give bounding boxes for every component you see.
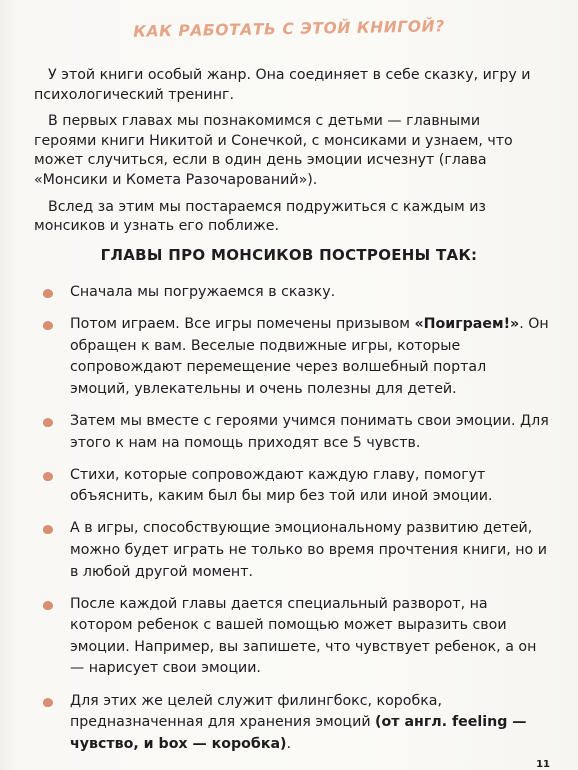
list-item-bold: (от англ. feeling — чувство, и box — коробка) [70, 714, 527, 752]
bullet-dot-icon [43, 472, 53, 481]
bullet-dot-icon [43, 698, 53, 707]
section-heading: ГЛАВЫ ПРО МОНСИКОВ ПОСТРОЕНЫ ТАК: [100, 246, 478, 264]
list-item-text-before: Для этих же целей служит филингбокс, коробка, предназначенная для хранения эмоций [70, 692, 442, 731]
list-item-text-after: . [286, 735, 292, 752]
bullet-dot-icon [43, 289, 53, 298]
list-item-text-before: Потом играем. Все игры помечены призывом [70, 316, 415, 333]
list-item-7 [40, 691, 550, 756]
bullet-dot-icon [43, 321, 53, 330]
bullet-dot-icon [43, 525, 53, 534]
list-item-3 [40, 411, 550, 454]
list-item-bold: «Поиграем!» [414, 316, 520, 333]
page-title: КАК РАБОТАТЬ С ЭТОЙ КНИГОЙ? [133, 17, 445, 41]
list-item-4 [40, 465, 550, 508]
list-item-2 [40, 314, 550, 400]
list-item-text: Стихи, которые сопровождают каждую главу, помогут объяснить, каким был бы мир без той или иной эмоции. [70, 466, 493, 505]
bullet-dot-icon [43, 418, 53, 427]
list-item-text: После каждой главы дается специальный разворот, на котором ребенок с вашей помощью может выразить свои эмоции. Например, вы запишете, что чувствует ребенок, а он — нарисует свои эмоции. [70, 595, 537, 677]
list-item-1 [40, 282, 550, 304]
page-number: 11 [536, 759, 550, 770]
intro-text [34, 66, 534, 244]
list-item-text: Сначала мы погружаемся в сказку. [70, 284, 336, 300]
bullet-dot-icon [43, 601, 53, 610]
list-item-text: Затем мы вместе с героями учимся понимать свои эмоции. Для этого к нам на помощь приходят все 5 чувств. [70, 412, 549, 451]
list-item-text-after: . Он обращен к вам. Веселые подвижные игры, которые сопровождают перемещение через волшебный портал эмоций, увлекательны и очень полезны для детей. [70, 316, 549, 397]
list-item-6 [40, 594, 550, 680]
list-item-5 [40, 518, 550, 583]
intro-paragraph-2: В первых главах мы познакомимся с детьми — главными героями книги Никитой и Сонечкой, с монсиками и узнаем, что может случиться, если в один день эмоции исчезнут (глава «Монсики и Комета Разочарований»). [34, 113, 513, 188]
intro-paragraph-1: У этой книги особый жанр. Она соединяет в себе сказку, игру и психологический тренинг. [34, 67, 531, 103]
list-item-text: А в игры, способствующие эмоциональному развитию детей, можно будет играть не только во время прочтения книги, но и в любой другой момент. [70, 520, 547, 580]
chapter-structure-list [40, 282, 550, 766]
intro-paragraph-3: Вслед за этим мы постараемся подружиться с каждым из монсиков и узнать его поближе. [34, 198, 486, 235]
